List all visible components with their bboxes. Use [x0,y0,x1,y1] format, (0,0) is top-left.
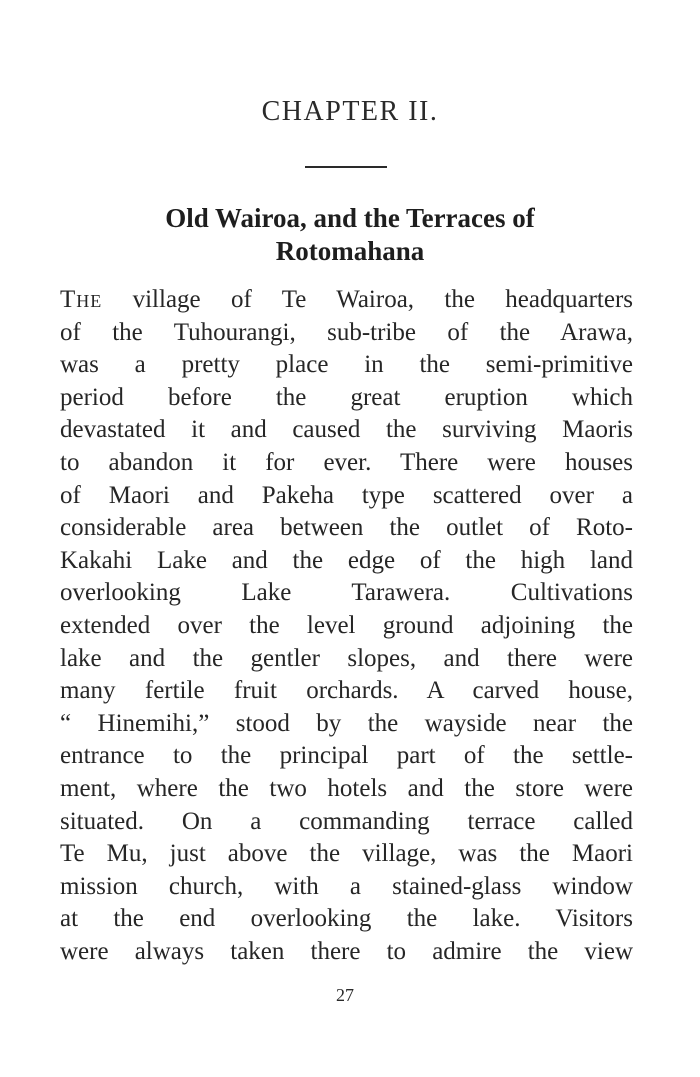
text-line: many fertile fruit orchards. A carved house, [60,677,633,705]
text-line: at the end overlooking the lake. Visitors [60,905,633,933]
chapter-heading: CHAPTER II. [261,96,439,127]
chapter-title-line-2: Rotomahana [275,236,425,266]
chapter-title [100,202,600,268]
text-line: lake and the gentler slopes, and there were [60,644,633,672]
page-number: 27 [336,985,354,1005]
text-line: were always taken there to admire the view [60,937,633,965]
text-line: overlooking Lake Tarawera. Cultivations [60,579,633,607]
text-line: period before the great eruption which [60,383,633,411]
text-line-rest: village of Te Wairoa, the headquarters [102,286,633,313]
text-line: was a pretty place in the semi-primitive [60,351,633,379]
chapter-divider [305,166,387,168]
text-line: situated. On a commanding terrace called [60,807,633,835]
lead-word: The [60,286,103,313]
text-line: to abandon it for ever. There were houses [60,448,633,476]
text-line: considerable area between the outlet of Roto- [60,514,633,542]
body-paragraph [60,284,633,968]
text-line: entrance to the principal part of the settle- [60,742,633,770]
text-line: ment, where the two hotels and the store were [60,774,633,802]
text-line: of Maori and Pakeha type scattered over a [60,481,633,509]
text-line: of the Tuhourangi, sub-tribe of the Arawa, [60,318,633,346]
text-line: mission church, with a stained-glass window [60,872,633,900]
text-line: extended over the level ground adjoining the [60,611,633,639]
text-line: Te Mu, just above the village, was the Maori [60,840,633,868]
text-line: “ Hinemihi,” stood by the wayside near the [60,709,633,737]
text-line: devastated it and caused the surviving Maoris [60,416,633,444]
text-line [60,284,633,317]
text-line: Kakahi Lake and the edge of the high land [60,546,633,574]
chapter-title-line-1: Old Wairoa, and the Terraces of [165,203,535,233]
